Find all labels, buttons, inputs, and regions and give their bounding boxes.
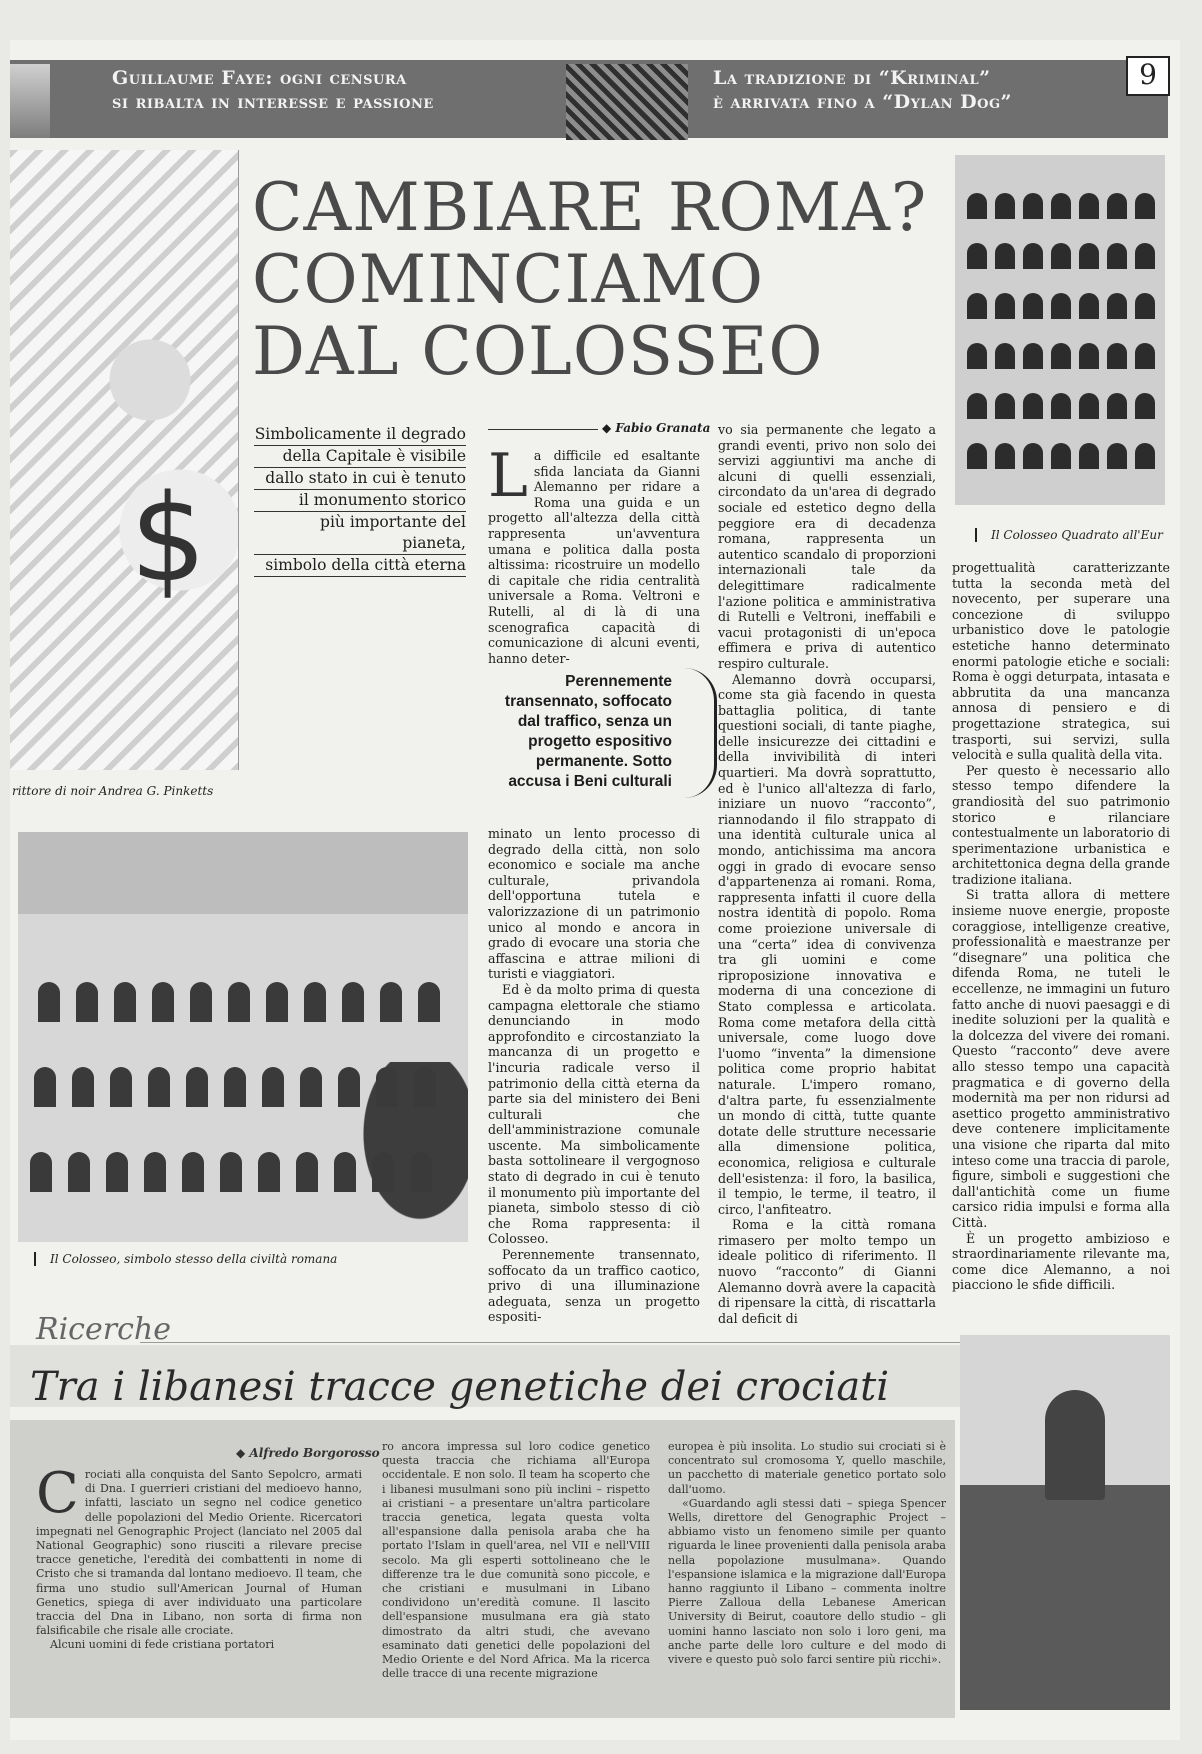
- arch-window: [266, 982, 288, 1022]
- headline-line-3: DAL COLOSSEO: [252, 313, 824, 390]
- arch-window: [68, 1152, 90, 1192]
- bottom-column-2: [382, 1440, 650, 1681]
- arch-window: [967, 193, 987, 219]
- deck-line: il monumento storico: [254, 490, 466, 512]
- arch-window: [1135, 393, 1155, 419]
- section-rubric: Ricerche: [36, 1312, 171, 1347]
- article-text: rociati alla conquista del Santo Sepolcro, armati di Dna. I guerrieri cristiani del medioevo hanno, infatti, lasciato un segno nel codice genetico delle popolazioni del Medio Oriente. Ricercatori impegnati nel Genographic Project (lanciato nel 2005 dal National Geographic) sono riusciti a rilevare precise tracce genetiche, l'eredità dei combattenti in nome di Cristo che si tramanda dal lontano medioevo. Il team, che firma uno studio sull'American Journal of Human Genetics, spiega di aver individuato una particolare traccia del Dna in Libano, non sorta di firma non falsificabile che risale alle crociate.: [36, 1468, 362, 1638]
- arch-window: [410, 1152, 432, 1192]
- left-image-caption: rittore di noir Andrea G. Pinketts: [12, 784, 214, 798]
- arch-window: [148, 1067, 170, 1107]
- dropcap: C: [36, 1461, 79, 1526]
- arch-window: [1051, 343, 1071, 369]
- colosseum-image-caption: Il Colosseo, simbolo stesso della civiltà romana: [34, 1252, 337, 1266]
- arch-window: [304, 982, 326, 1022]
- arch-window: [186, 1067, 208, 1107]
- pull-quote-bracket: [684, 668, 717, 798]
- arch-window: [1079, 343, 1099, 369]
- bottom-article-author: ◆ Alfredo Borgorosso: [236, 1446, 380, 1460]
- arch-window: [1107, 443, 1127, 469]
- arch-window: [190, 982, 212, 1022]
- arch-window: [38, 982, 60, 1022]
- header-left-subtitle: si ribalta in interesse e passione: [112, 91, 434, 113]
- arch-window: [1135, 293, 1155, 319]
- arch-window: [1079, 393, 1099, 419]
- arch-window: [1107, 243, 1127, 269]
- arch-window: [1135, 443, 1155, 469]
- arch-window: [1079, 293, 1099, 319]
- arch-window: [372, 1152, 394, 1192]
- headline-line-1: CAMBIARE ROMA?: [252, 169, 928, 246]
- article-author: ◆ Fabio Granata: [602, 421, 711, 435]
- arch-window: [300, 1067, 322, 1107]
- arch-window: [1023, 243, 1043, 269]
- arch-window: [1051, 193, 1071, 219]
- arch-window: [1079, 193, 1099, 219]
- arch-window: [995, 393, 1015, 419]
- article-paragraph: «Guardando agli stessi dati – spiega Spencer Wells, direttore del Genographic Project – abbiamo visto un fenomeno simile per quanto riguarda le linee provenienti dalla penisola araba nella popolazione musulmana». Quando l'espansione islamica e la migrazione dall'Europa hanno raggiunto il Libano – commenta inoltre Pierre Zalloua della Lebanese American University di Beirut, coautore dello studio – gli uomini hanno lasciato non solo i loro geni, ma anche parte delle loro culture e del modo di vivere e questo può solo farci sentire più ricchi».: [668, 1496, 946, 1667]
- arch-window: [224, 1067, 246, 1107]
- article-paragraph: Ed è da molto prima di questa campagna elettorale che stiamo denunciando in modo approfondito e circostanziato la mancanza di un progetto e l'incuria radicale verso il patrimonio della città eterna da parte sia del ministero dei Beni culturali che dell'amministrazione comunale uscente. Ma simbolicamente basta sottolineare il vergognoso stato di degrado in cui è tenuto il monumento più importante del pianeta, simbolo stesso di ciò che Roma rappresenta: il Colosseo.: [488, 981, 700, 1247]
- article-text: a difficile ed esaltante sfida lanciata da Gianni Alemanno per ridare a Roma una guida e un progetto all'altezza della città rappresenta un'avventura umana e politica dalla posta altissima: ricostruire un modello di capitale che ridia centralità universale a Roma. Veltroni e Rutelli, al di là di una scenografica capacità di comunicazione di alcuni eventi, hanno deter-: [488, 448, 700, 666]
- arch-window: [296, 1152, 318, 1192]
- header-right-title: La tradizione di “Kriminal”: [713, 67, 991, 89]
- faye-portrait-image: [10, 64, 50, 138]
- arch-window: [995, 293, 1015, 319]
- article-paragraph: ro ancora impressa sul loro codice genetico questa traccia che richiama all'Europa occidentale. E non solo. Il team ha scoperto che i libanesi musulmani sono più inclini – rispetto ai cristiani – a presentare un'altra particolare traccia genetica, legata questa volta all'espansione dalla penisola araba che ha portato l'Islam in quell'area, nel VII e nell'VIII secolo. Ma gli esperti sottolineano che le differenze tra le due comunità sono piccole, e che cristiani e musulmani in Libano condividono un'eredità comune. Il lascito dell'espansione musulmana era già stato dimostrato da altri studi, che avevano esaminato dati genetici delle popolazioni del Medio Oriente e del Nord Africa. Ma la ricerca delle tracce di una recente migrazione: [382, 1440, 650, 1681]
- deck-line: simbolo della città eterna: [254, 555, 466, 577]
- arch-window: [1135, 243, 1155, 269]
- arch-window: [995, 243, 1015, 269]
- article-deck: [254, 424, 466, 577]
- article-paragraph: europea è più insolita. Lo studio sui crociati si è concentrato sul cromosoma Y, quello maschile, un pacchetto di materiale genetico portato solo dall'uomo.: [668, 1440, 946, 1496]
- arch-window: [152, 982, 174, 1022]
- arch-window: [1107, 193, 1127, 219]
- arch-window: [228, 982, 250, 1022]
- article-paragraph: Si tratta allora di mettere insieme nuove energie, proposte coraggiose, intelligenze creative, professionalità e maestranze per “disegnare” una politica che difenda Roma, ne tuteli le eccellenze, ne immagini un futuro fatto anche di nuovi paesaggi e di inedite soluzioni per la qualità e la dolcezza del vivere dei romani. Questo “racconto” deve avere allo stesso tempo una capacità pragmatica e di governo della modernità ma per non ridursi ad asettico progetto amministrativo deve contenere implicitamente una visione che riparta dal mito inteso come una traccia di parole, figure, simboli e suggestioni che dall'antichità come un fiume carsico ridia impulsi e forma alla Città.: [952, 887, 1170, 1230]
- article-paragraph: Perennemente transennato, soffocato da un traffico caotico, privo di una illuminazione adeguata, senza un progetto espositi-: [488, 1247, 700, 1325]
- arch-window: [338, 1067, 360, 1107]
- arch-window: [110, 1067, 132, 1107]
- header-left-title: Guillaume Faye: ogni censura: [112, 67, 407, 89]
- kriminal-comic-image: [566, 64, 688, 140]
- article-paragraph: Alemanno dovrà occuparsi, come sta già facendo in questa battaglia politica, di tante questioni sociali, di tante piaghe, delle insicurezze dei cittadini e della invivibilità di interi quartieri. Ma dovrà soprattutto, ed è l'unico all'altezza di farlo, iniziare un nuovo “racconto”, riannodando il filo strappato di una identità culturale unica al mondo, antichissima ma ancora oggi in grado di evocare senso d'appartenenza ai romani. Roma, rappresenta infatti il cuore della nostra identità di popolo. Roma come proiezione universale di una “certa” idea di convivenza tra gli uomini e come riproposizione innovativa e moderna di una concezione di Stato complessa e articolata. Roma come metafora della città universale, come luogo dove l'uomo “inventa” la dimensione politica come proprio habitat naturale. L'impero romano, d'altra parte, fu essenzialmente un mondo di città, tutte quante dotate delle strutture necessarie alla dimensione politica, economica, religiosa e culturale dell'esistenza: il foro, la basilica, il tempio, le terme, il teatro, il circo, l'anfiteatro.: [718, 671, 936, 1217]
- arch-window: [30, 1152, 52, 1192]
- arch-window: [1023, 443, 1043, 469]
- arch-window: [1051, 443, 1071, 469]
- crusader-rider-silhouette: [1045, 1390, 1105, 1500]
- colosseum-image: [18, 832, 468, 1242]
- article-paragraph: Per questo è necessario allo stesso tempo difendere la grandiosità del suo patrimonio storico e rilanciare contestualmente un laboratorio di sperimentazione urbanistica e architettonica degna della grande tradizione italiana.: [952, 762, 1170, 887]
- colosseo-quadrato-image: [955, 155, 1165, 505]
- arch-window: [414, 1067, 436, 1107]
- headline-line-2: COMINCIAMO: [252, 241, 764, 318]
- byline-rule: [488, 429, 598, 430]
- article-column-3: [952, 560, 1170, 1293]
- arch-window: [995, 193, 1015, 219]
- arch-window: [182, 1152, 204, 1192]
- arch-window: [342, 982, 364, 1022]
- arch-window: [76, 982, 98, 1022]
- arch-window: [1079, 243, 1099, 269]
- bottom-column-1: [36, 1461, 362, 1653]
- pull-quote: Perennemente transennato, soffocato dal traffico, senza un progetto espositivo permanente. Sotto accusa i Beni culturali: [504, 673, 672, 790]
- arch-window: [1023, 343, 1043, 369]
- article-paragraph: vo sia permanente che legato a grandi eventi, privo non solo dei servizi aggiuntivi ma anche di alcuni di quelli essenziali, circondato da un'area di degrado sociale ed estetico degno della peggiore era di decadenza romana, rappresenta un autentico scandalo di proporzioni internazionali tale da delegittimare radicalmente l'azione politica e amministrativa di Rutelli e Veltroni, ineffabili e vacui protagonisti di un'epoca effimera e priva di autentico respiro culturale.: [718, 422, 936, 671]
- tree-silhouette: [348, 1062, 468, 1242]
- article-paragraph: minato un lento processo di degrado della città, non solo economico e sociale ma anche culturale, privandola dell'opportuna tutela e valorizzazione di un patrimonio unico al mondo e ancora in grado di evocare una storia che affascina e attrae milioni di turisti e viaggiatori.: [488, 826, 700, 982]
- arch-window: [967, 443, 987, 469]
- header-right-teaser[interactable]: [713, 66, 1012, 114]
- article-column-1: [488, 826, 700, 1325]
- arch-window: [1023, 293, 1043, 319]
- arch-window: [262, 1067, 284, 1107]
- arch-window: [967, 243, 987, 269]
- article-column-2: [718, 422, 936, 1326]
- arch-window: [1023, 193, 1043, 219]
- arch-window: [1079, 443, 1099, 469]
- article-paragraph: Alcuni uomini di fede cristiana portatori: [50, 1638, 275, 1652]
- arch-window: [34, 1067, 56, 1107]
- arch-window: [1135, 343, 1155, 369]
- header-left-teaser[interactable]: [112, 66, 434, 114]
- arch-window: [1023, 393, 1043, 419]
- arch-window: [1107, 343, 1127, 369]
- arch-window: [334, 1152, 356, 1192]
- arch-window: [376, 1067, 398, 1107]
- eur-image-caption: Il Colosseo Quadrato all'Eur: [975, 528, 1163, 542]
- arch-window: [106, 1152, 128, 1192]
- arch-window: [1107, 293, 1127, 319]
- arch-window: [144, 1152, 166, 1192]
- article-column-1-intro: [488, 441, 700, 666]
- article-headline: [252, 169, 952, 390]
- crusader-reenactment-image: [960, 1335, 1170, 1710]
- arch-window: [114, 982, 136, 1022]
- page-number: 9: [1126, 56, 1170, 96]
- arch-window: [967, 343, 987, 369]
- comic-illustration: [10, 150, 239, 770]
- deck-line: dallo stato in cui è tenuto: [254, 468, 466, 490]
- arch-window: [418, 982, 440, 1022]
- deck-line: più importante del pianeta,: [254, 512, 466, 555]
- article-paragraph: progettualità caratterizzante tutta la seconda metà del novecento, per superare una concezione di sviluppo urbanistico dove le patologie estetiche hanno determinato enormi patologie etiche e sociali: Roma è oggi deturpata, intasata e abbrutita da una mancanza annosa di pensiero e di progettazione strategica, sui trasporti, sui servizi, sulla velocità e sulla qualità della vita.: [952, 560, 1170, 763]
- arch-window: [1135, 193, 1155, 219]
- bottom-article-headline: Tra i libanesi tracce genetiche dei crociati: [30, 1364, 890, 1410]
- dollar-icon: $: [130, 470, 207, 609]
- article-paragraph: È un progetto ambizioso e straordinariamente rilevante ma, come dice Alemanno, a noi piacciono le sfide difficili.: [952, 1230, 1170, 1293]
- arch-window: [72, 1067, 94, 1107]
- arch-window: [967, 393, 987, 419]
- arch-window: [220, 1152, 242, 1192]
- arch-window: [258, 1152, 280, 1192]
- arch-window: [995, 443, 1015, 469]
- article-paragraph: Roma e la città romana rimasero per molto tempo un ideale politico di riferimento. Il nuovo “racconto” di Gianni Alemanno dovrà avere la capacità di ripensare la città, di riscattarla dal deficit di: [718, 1217, 936, 1326]
- arch-window: [1051, 243, 1071, 269]
- dropcap: L: [488, 441, 528, 511]
- arch-window: [1107, 393, 1127, 419]
- deck-line: della Capitale è visibile: [254, 446, 466, 468]
- arch-window: [995, 343, 1015, 369]
- arch-window: [1051, 393, 1071, 419]
- header-right-subtitle: è arrivata fino a “Dylan Dog”: [713, 91, 1012, 113]
- deck-line: Simbolicamente il degrado: [254, 424, 466, 446]
- bottom-column-3: [668, 1440, 946, 1667]
- arch-window: [380, 982, 402, 1022]
- arch-window: [1051, 293, 1071, 319]
- arch-window: [967, 293, 987, 319]
